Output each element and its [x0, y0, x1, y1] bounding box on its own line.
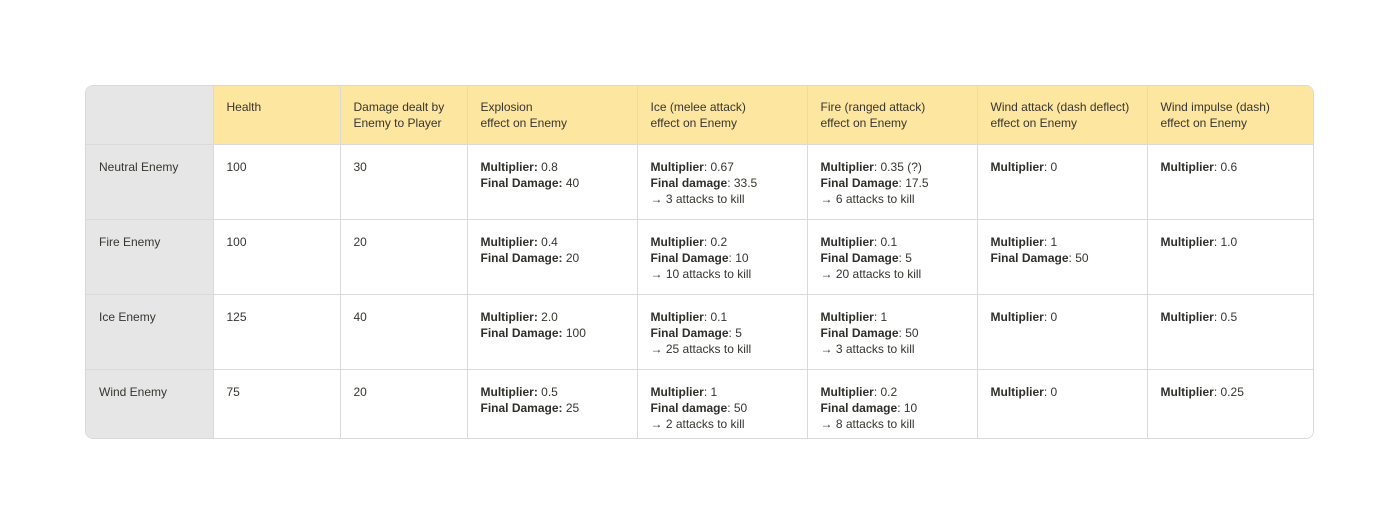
table-row: [86, 294, 1314, 369]
header-text: effect on Enemy: [480, 116, 567, 130]
fire-effect-cell: [807, 369, 977, 439]
multiplier-label: Multiplier: [990, 384, 1044, 399]
fire-effect-cell: [807, 219, 977, 294]
multiplier-label: Multiplier:: [480, 234, 538, 249]
multiplier-value: : 0.6: [1213, 159, 1238, 174]
header-text: Enemy to Player: [353, 116, 442, 130]
final-damage-value: 100: [562, 325, 586, 340]
final-damage-label: Final damage: [820, 400, 898, 415]
final-damage: [821, 175, 964, 191]
wind-attack-header: [977, 86, 1147, 144]
final-damage-label: Final Damage: [650, 325, 729, 340]
explosion-effect-cell: [467, 294, 637, 369]
header-text: Ice (melee attack): [650, 100, 746, 114]
final-damage: [481, 400, 624, 416]
header-text: effect on Enemy: [650, 116, 737, 130]
health-cell-text: 100: [226, 234, 247, 249]
explosion-header: [467, 86, 637, 144]
wind-attack-effect-cell: [977, 219, 1147, 294]
attacks-to-kill: [651, 416, 794, 432]
damage-dealt-header: [340, 86, 467, 144]
multiplier-value: 0.8: [537, 159, 558, 174]
attacks-to-kill-value: → 20 attacks to kill: [820, 266, 922, 281]
enemy-damage-table: [85, 85, 1314, 439]
multiplier-label: Multiplier: [990, 309, 1044, 324]
final-damage: [651, 400, 794, 416]
enemy-name-cell-text: Neutral Enemy: [99, 159, 179, 174]
enemy-name-cell-text: Ice Enemy: [99, 309, 156, 324]
multiplier-label: Multiplier: [650, 159, 704, 174]
fire-header: [807, 86, 977, 144]
multiplier: [651, 384, 794, 400]
multiplier-value: : 0.25: [1213, 384, 1244, 399]
table-row: [86, 369, 1314, 439]
health-cell: [213, 219, 340, 294]
damage-dealt-cell: [340, 294, 467, 369]
table-row: [86, 219, 1314, 294]
multiplier-label: Multiplier: [990, 159, 1044, 174]
multiplier-value: : 1: [703, 384, 718, 399]
final-damage-label: Final Damage: [990, 250, 1069, 265]
final-damage: [651, 175, 794, 191]
multiplier: [1161, 309, 1303, 325]
wind-attack-effect-cell: [977, 294, 1147, 369]
attacks-to-kill: [651, 266, 794, 282]
final-damage-value: : 10: [897, 400, 918, 415]
multiplier: [651, 309, 794, 325]
attacks-to-kill: [821, 416, 964, 432]
explosion-effect-cell: [467, 369, 637, 439]
ice-effect-cell: [637, 219, 807, 294]
final-damage-value: : 17.5: [898, 175, 929, 190]
multiplier: [481, 159, 624, 175]
ice-effect-cell: [637, 369, 807, 439]
attacks-to-kill: [821, 266, 964, 282]
attacks-to-kill-value: → 3 attacks to kill: [650, 191, 745, 206]
attacks-to-kill-value: → 8 attacks to kill: [820, 416, 915, 431]
final-damage: [481, 325, 624, 341]
attacks-to-kill-value: → 3 attacks to kill: [820, 341, 915, 356]
damage-dealt-cell: [340, 369, 467, 439]
multiplier-label: Multiplier:: [480, 309, 538, 324]
multiplier-value: : 0.2: [703, 234, 728, 249]
attacks-to-kill: [821, 191, 964, 207]
multiplier-label: Multiplier: [650, 309, 704, 324]
multiplier: [821, 234, 964, 250]
final-damage-label: Final Damage: [650, 250, 729, 265]
health-cell: [213, 294, 340, 369]
attacks-to-kill: [651, 191, 794, 207]
multiplier: [821, 159, 964, 175]
header-text: Damage dealt by: [353, 100, 445, 114]
final-damage-value: : 5: [728, 325, 742, 340]
multiplier-label: Multiplier: [820, 159, 874, 174]
final-damage-label: Final Damage:: [480, 325, 563, 340]
final-damage-value: : 5: [898, 250, 912, 265]
final-damage: [821, 325, 964, 341]
multiplier: [481, 309, 624, 325]
multiplier-value: : 0: [1043, 159, 1058, 174]
damage-dealt-cell-text: 40: [353, 309, 367, 324]
health-cell: [213, 369, 340, 439]
explosion-effect-cell: [467, 144, 637, 219]
health-cell-text: 75: [226, 384, 240, 399]
damage-dealt-cell: [340, 144, 467, 219]
final-damage: [481, 175, 624, 191]
multiplier-value: : 1: [1043, 234, 1058, 249]
final-damage-value: : 50: [727, 400, 748, 415]
enemy-name-cell-text: Wind Enemy: [99, 384, 168, 399]
wind-impulse-effect-cell: [1147, 144, 1314, 219]
final-damage: [481, 250, 624, 266]
multiplier: [991, 234, 1134, 250]
final-damage-value: : 50: [898, 325, 919, 340]
final-damage-value: : 33.5: [727, 175, 758, 190]
multiplier-value: : 0.35 (?): [873, 159, 922, 174]
multiplier: [481, 384, 624, 400]
multiplier-label: Multiplier: [650, 384, 704, 399]
table-body: [86, 144, 1314, 439]
multiplier-value: : 0.1: [703, 309, 728, 324]
multiplier: [821, 309, 964, 325]
wind-impulse-effect-cell: [1147, 369, 1314, 439]
multiplier-value: : 0.67: [703, 159, 734, 174]
header-text: effect on Enemy: [820, 116, 907, 130]
wind-attack-effect-cell: [977, 369, 1147, 439]
health-header: [213, 86, 340, 144]
multiplier-label: Multiplier: [650, 234, 704, 249]
multiplier: [1161, 384, 1303, 400]
attacks-to-kill: [821, 341, 964, 357]
attacks-to-kill: [651, 341, 794, 357]
multiplier-label: Multiplier: [1160, 159, 1214, 174]
final-damage-value: : 50: [1068, 250, 1089, 265]
final-damage-value: 40: [562, 175, 580, 190]
enemy-name-cell: [86, 219, 213, 294]
multiplier-label: Multiplier: [1160, 309, 1214, 324]
multiplier-label: Multiplier: [820, 234, 874, 249]
multiplier-value: : 0.1: [873, 234, 898, 249]
wind-impulse-effect-cell: [1147, 219, 1314, 294]
ice-effect-cell: [637, 144, 807, 219]
final-damage: [821, 250, 964, 266]
health-cell-text: 125: [226, 309, 247, 324]
fire-effect-cell: [807, 144, 977, 219]
header-text: Wind impulse (dash): [1160, 100, 1270, 114]
multiplier-label: Multiplier: [1160, 234, 1214, 249]
multiplier-label: Multiplier:: [480, 159, 538, 174]
multiplier: [991, 384, 1134, 400]
damage-dealt-cell-text: 30: [353, 159, 367, 174]
final-damage-label: Final Damage: [820, 250, 899, 265]
multiplier: [1161, 159, 1303, 175]
final-damage: [991, 250, 1134, 266]
multiplier: [481, 234, 624, 250]
final-damage-value: 25: [562, 400, 580, 415]
multiplier-value: : 1.0: [1213, 234, 1238, 249]
ice-header: [637, 86, 807, 144]
multiplier-value: 2.0: [537, 309, 558, 324]
multiplier: [651, 234, 794, 250]
header-text: Fire (ranged attack): [820, 100, 926, 114]
final-damage-value: : 10: [728, 250, 749, 265]
multiplier-value: : 0: [1043, 384, 1058, 399]
header-text: effect on Enemy: [990, 116, 1077, 130]
final-damage-value: 20: [562, 250, 580, 265]
multiplier: [991, 309, 1134, 325]
multiplier-value: : 1: [873, 309, 888, 324]
wind-impulse-header: [1147, 86, 1314, 144]
multiplier: [651, 159, 794, 175]
multiplier-label: Multiplier: [820, 309, 874, 324]
fire-effect-cell: [807, 294, 977, 369]
multiplier-label: Multiplier: [990, 234, 1044, 249]
damage-dealt-cell-text: 20: [353, 234, 367, 249]
header-text: effect on Enemy: [1160, 116, 1247, 130]
final-damage-label: Final Damage:: [480, 400, 563, 415]
wind-impulse-effect-cell: [1147, 294, 1314, 369]
multiplier-label: Multiplier: [820, 384, 874, 399]
final-damage-label: Final Damage:: [480, 175, 563, 190]
multiplier: [821, 384, 964, 400]
damage-dealt-cell: [340, 219, 467, 294]
final-damage-label: Final Damage: [820, 175, 899, 190]
table-row: [86, 144, 1314, 219]
multiplier-label: Multiplier: [1160, 384, 1214, 399]
damage-dealt-cell-text: 20: [353, 384, 367, 399]
header-text: Health: [226, 100, 262, 114]
attacks-to-kill-value: → 2 attacks to kill: [650, 416, 745, 431]
enemy-name-cell: [86, 369, 213, 439]
health-cell-text: 100: [226, 159, 247, 174]
multiplier-label: Multiplier:: [480, 384, 538, 399]
final-damage: [821, 400, 964, 416]
attacks-to-kill-value: → 10 attacks to kill: [650, 266, 752, 281]
attacks-to-kill-value: → 25 attacks to kill: [650, 341, 752, 356]
multiplier: [991, 159, 1134, 175]
header-row: [86, 86, 1314, 144]
health-cell: [213, 144, 340, 219]
ice-effect-cell: [637, 294, 807, 369]
multiplier-value: 0.4: [537, 234, 558, 249]
enemy-name-cell-text: Fire Enemy: [99, 234, 161, 249]
final-damage-label: Final Damage: [820, 325, 899, 340]
corner-header: [86, 86, 213, 144]
wind-attack-effect-cell: [977, 144, 1147, 219]
final-damage: [651, 325, 794, 341]
enemy-name-cell: [86, 144, 213, 219]
header-text: Wind attack (dash deflect): [990, 100, 1130, 114]
multiplier: [1161, 234, 1303, 250]
final-damage-label: Final damage: [650, 400, 728, 415]
header-text: Explosion: [480, 100, 533, 114]
multiplier-value: : 0.5: [1213, 309, 1238, 324]
multiplier-value: : 0: [1043, 309, 1058, 324]
final-damage: [651, 250, 794, 266]
enemy-name-cell: [86, 294, 213, 369]
attacks-to-kill-value: → 6 attacks to kill: [820, 191, 915, 206]
multiplier-value: 0.5: [537, 384, 558, 399]
final-damage-label: Final damage: [650, 175, 728, 190]
final-damage-label: Final Damage:: [480, 250, 563, 265]
explosion-effect-cell: [467, 219, 637, 294]
multiplier-value: : 0.2: [873, 384, 898, 399]
